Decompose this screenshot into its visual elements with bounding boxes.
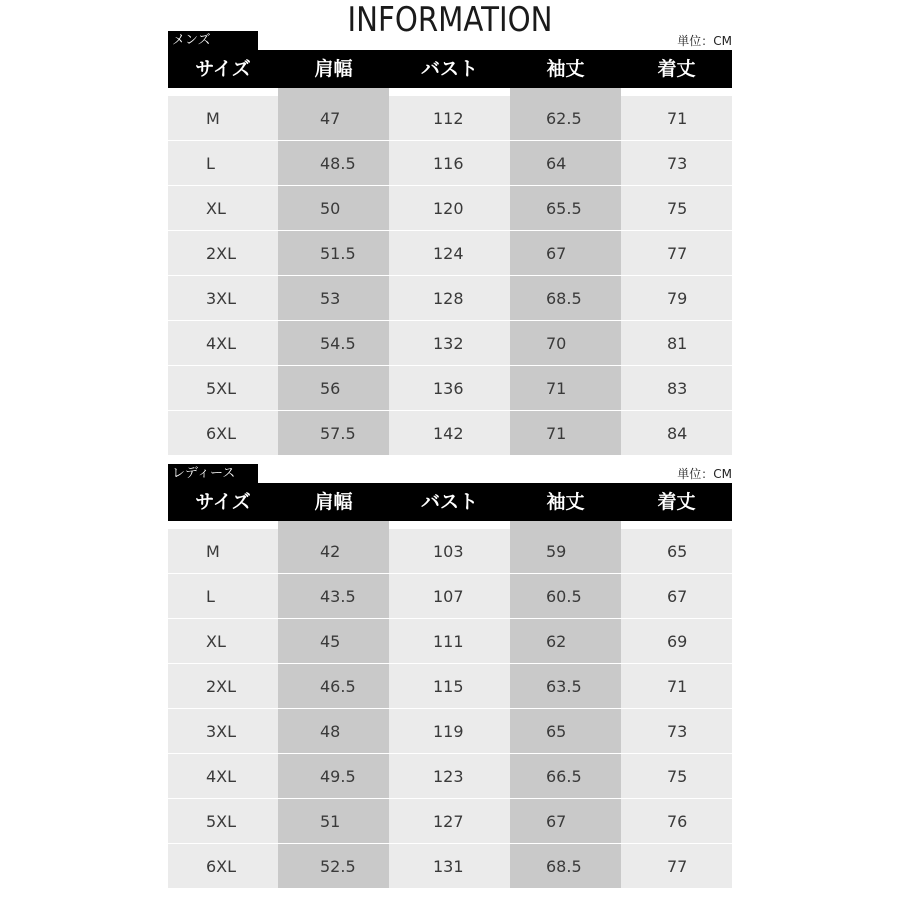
bust-cell: 119: [389, 709, 510, 754]
length-cell: 75: [621, 754, 732, 799]
shoulder-cell: 52.5: [278, 844, 389, 889]
sleeve-cell: 67: [510, 799, 621, 844]
ladies-size-section: [168, 464, 732, 889]
size-cell: 3XL: [168, 276, 278, 321]
shoulder-cell: 46.5: [278, 664, 389, 709]
size-cell: L: [168, 141, 278, 186]
size-cell: 6XL: [168, 844, 278, 889]
size-cell: 5XL: [168, 799, 278, 844]
bust-cell: 127: [389, 799, 510, 844]
sleeve-cell: 62.5: [510, 96, 621, 141]
mens-header-gap: [168, 88, 732, 96]
shoulder-cell: 45: [278, 619, 389, 664]
shoulder-cell: 57.5: [278, 411, 389, 456]
table-row: [168, 664, 732, 709]
length-cell: 84: [621, 411, 732, 456]
bust-cell: 111: [389, 619, 510, 664]
table-row: [168, 529, 732, 574]
ladies-header-shoulder: 肩幅: [314, 491, 353, 513]
mens-section-top: [168, 31, 732, 50]
table-row: [168, 574, 732, 619]
table-row: [168, 96, 732, 141]
size-cell: 4XL: [168, 754, 278, 799]
sleeve-cell: 64: [510, 141, 621, 186]
mens-header-row: [168, 50, 732, 88]
bust-cell: 120: [389, 186, 510, 231]
table-row: [168, 321, 732, 366]
ladies-header-length: 着丈: [657, 491, 696, 513]
shoulder-cell: 49.5: [278, 754, 389, 799]
bust-cell: 131: [389, 844, 510, 889]
mens-header-sleeve: 袖丈: [546, 58, 585, 80]
length-cell: 73: [621, 141, 732, 186]
length-cell: 75: [621, 186, 732, 231]
size-cell: 3XL: [168, 709, 278, 754]
table-row: [168, 276, 732, 321]
length-cell: 71: [621, 96, 732, 141]
bust-cell: 142: [389, 411, 510, 456]
table-row: [168, 619, 732, 664]
ladies-header-gap: [168, 521, 732, 529]
shoulder-cell: 47: [278, 96, 389, 141]
ladies-header-row: [168, 483, 732, 521]
ladies-unit-label: 単位：CM: [677, 467, 732, 481]
size-cell: 5XL: [168, 366, 278, 411]
shoulder-cell: 48: [278, 709, 389, 754]
bust-cell: 136: [389, 366, 510, 411]
table-row: [168, 709, 732, 754]
size-cell: M: [168, 96, 278, 141]
sleeve-cell: 71: [510, 366, 621, 411]
shoulder-cell: 48.5: [278, 141, 389, 186]
size-cell: 2XL: [168, 231, 278, 276]
shoulder-cell: 53: [278, 276, 389, 321]
mens-header-bust: バスト: [420, 58, 478, 80]
sleeve-cell: 60.5: [510, 574, 621, 619]
sleeve-cell: 65.5: [510, 186, 621, 231]
length-cell: 67: [621, 574, 732, 619]
table-row: [168, 799, 732, 844]
bust-cell: 132: [389, 321, 510, 366]
length-cell: 79: [621, 276, 732, 321]
table-row: [168, 844, 732, 889]
ladies-size-table: [168, 529, 732, 889]
length-cell: 69: [621, 619, 732, 664]
length-cell: 77: [621, 231, 732, 276]
page-title: INFORMATION: [347, 0, 553, 40]
length-cell: 65: [621, 529, 732, 574]
shoulder-cell: 56: [278, 366, 389, 411]
shoulder-cell: 51: [278, 799, 389, 844]
sleeve-cell: 63.5: [510, 664, 621, 709]
table-row: [168, 231, 732, 276]
sleeve-cell: 70: [510, 321, 621, 366]
bust-cell: 103: [389, 529, 510, 574]
size-cell: XL: [168, 186, 278, 231]
length-cell: 81: [621, 321, 732, 366]
sleeve-cell: 66.5: [510, 754, 621, 799]
size-cell: 4XL: [168, 321, 278, 366]
bust-cell: 107: [389, 574, 510, 619]
ladies-header-sleeve: 袖丈: [546, 491, 585, 513]
size-cell: XL: [168, 619, 278, 664]
size-cell: 6XL: [168, 411, 278, 456]
bust-cell: 112: [389, 96, 510, 141]
table-row: [168, 754, 732, 799]
shoulder-cell: 54.5: [278, 321, 389, 366]
shoulder-cell: 43.5: [278, 574, 389, 619]
bust-cell: 116: [389, 141, 510, 186]
ladies-header-size: サイズ: [195, 491, 251, 513]
length-cell: 76: [621, 799, 732, 844]
table-row: [168, 186, 732, 231]
sleeve-cell: 68.5: [510, 844, 621, 889]
bust-cell: 128: [389, 276, 510, 321]
sleeve-cell: 62: [510, 619, 621, 664]
size-cell: L: [168, 574, 278, 619]
sleeve-cell: 68.5: [510, 276, 621, 321]
mens-unit-label: 単位：CM: [677, 34, 732, 48]
mens-header-shoulder: 肩幅: [314, 58, 353, 80]
mens-section-label: メンズ: [168, 31, 258, 50]
bust-cell: 123: [389, 754, 510, 799]
length-cell: 73: [621, 709, 732, 754]
sleeve-cell: 65: [510, 709, 621, 754]
bust-cell: 124: [389, 231, 510, 276]
table-row: [168, 141, 732, 186]
mens-size-section: [168, 31, 732, 456]
bust-cell: 115: [389, 664, 510, 709]
mens-size-table: [168, 96, 732, 456]
sleeve-cell: 59: [510, 529, 621, 574]
ladies-section-top: [168, 464, 732, 483]
shoulder-cell: 50: [278, 186, 389, 231]
size-cell: 2XL: [168, 664, 278, 709]
shoulder-cell: 51.5: [278, 231, 389, 276]
ladies-header-bust: バスト: [420, 491, 478, 513]
ladies-section-label: レディース: [168, 464, 258, 483]
length-cell: 77: [621, 844, 732, 889]
sleeve-cell: 71: [510, 411, 621, 456]
sleeve-cell: 67: [510, 231, 621, 276]
length-cell: 83: [621, 366, 732, 411]
shoulder-cell: 42: [278, 529, 389, 574]
mens-header-length: 着丈: [657, 58, 696, 80]
size-cell: M: [168, 529, 278, 574]
mens-header-size: サイズ: [195, 58, 251, 80]
length-cell: 71: [621, 664, 732, 709]
table-row: [168, 411, 732, 456]
table-row: [168, 366, 732, 411]
